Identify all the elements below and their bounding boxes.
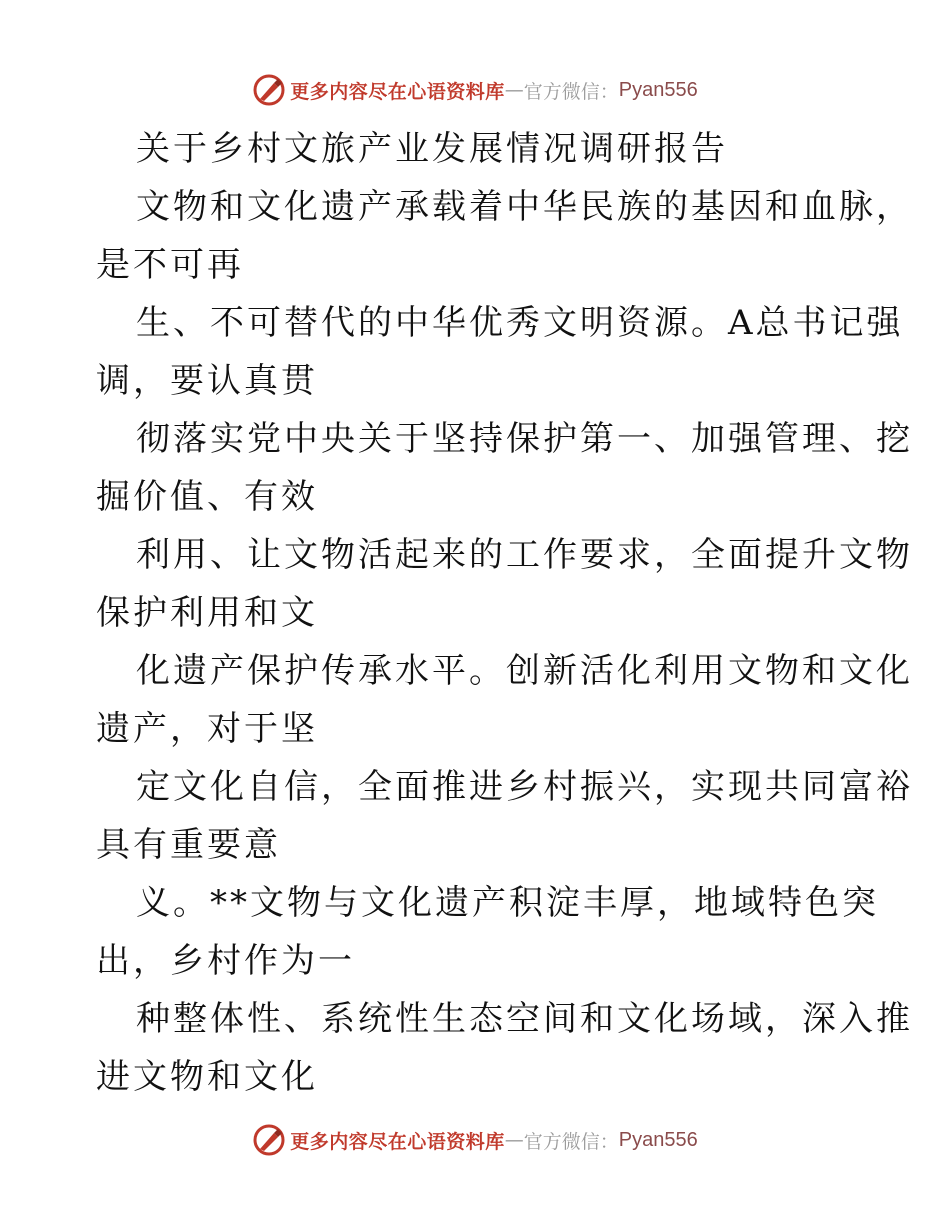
pen-logo-icon [252, 73, 286, 107]
pen-logo-icon [252, 1123, 286, 1157]
text-line: 保护利用和文 [96, 593, 318, 633]
text-line: 义。**文物与文化遗产积淀丰厚，地域特色突 [136, 883, 879, 923]
banner-wechat-label: 官方微信： [523, 1130, 619, 1153]
text-line: 文物和文化遗产承载着中华民族的基因和血脉， [136, 187, 913, 227]
text-line: 是不可再 [96, 245, 244, 285]
banner-wechat-id: Pyan556 [618, 78, 698, 101]
banner-text: 更多内容尽在心语资料库 [290, 80, 505, 103]
footer-banner [0, 1120, 950, 1160]
text-line: 遗产，对于坚 [96, 709, 318, 749]
text-line: 种整体性、系统性生态空间和文化场域，深入推 [136, 999, 913, 1039]
text-line: 彻落实党中央关于坚持保护第一、加强管理、挖 [136, 419, 913, 459]
document-title: 关于乡村文旅产业发展情况调研报告 [136, 129, 728, 169]
text-line: 化遗产保护传承水平。创新活化利用文物和文化 [136, 651, 913, 691]
header-banner [0, 70, 950, 110]
text-line: 掘价值、有效 [96, 477, 318, 517]
banner-wechat-label: 官方微信： [523, 80, 619, 103]
text-line: 生、不可替代的中华优秀文明资源。A总书记强 [136, 303, 904, 343]
text-line: 具有重要意 [96, 825, 281, 865]
text-line: 定文化自信，全面推进乡村振兴，实现共同富裕 [136, 767, 913, 807]
banner-separator: — [504, 79, 524, 101]
text-line: 利用、让文物活起来的工作要求，全面提升文物 [136, 535, 913, 575]
text-line: 出，乡村作为一 [96, 941, 355, 981]
text-line: 进文物和文化 [96, 1057, 318, 1097]
banner-separator: — [504, 1129, 524, 1151]
document-body [96, 120, 913, 1106]
banner-text: 更多内容尽在心语资料库 [290, 1130, 505, 1153]
banner-wechat-id: Pyan556 [618, 1128, 698, 1151]
text-line: 调，要认真贯 [96, 361, 318, 401]
